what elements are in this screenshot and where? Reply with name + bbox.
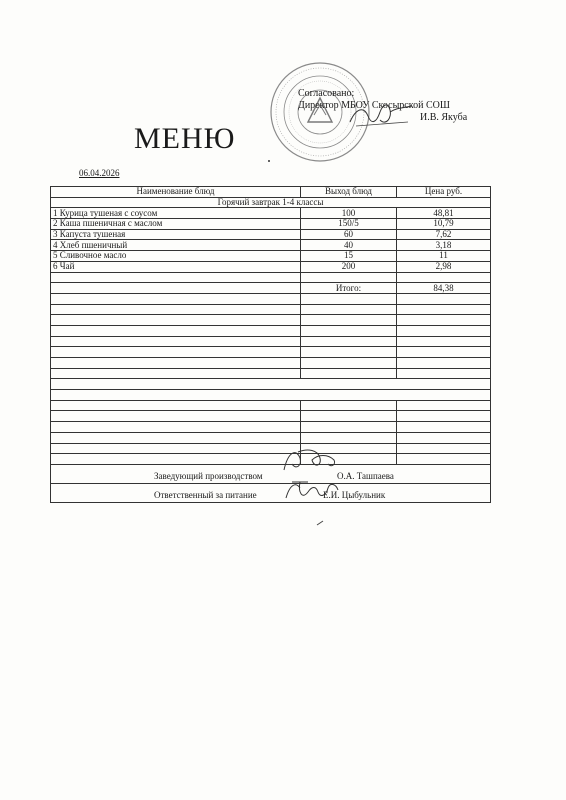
header-output: Выход блюд: [301, 187, 397, 198]
empty-row: [51, 272, 491, 283]
table-header-row: [51, 187, 491, 198]
dish-name: 5 Сливочное масло: [51, 251, 301, 262]
dish-output: 60: [301, 229, 397, 240]
nutrition-signature-row: [51, 483, 491, 502]
empty-row: [51, 443, 491, 454]
empty-row: [51, 358, 491, 369]
table-row: [51, 229, 491, 240]
nutrition-name: Е.И. Цыбульник: [323, 489, 386, 500]
dish-name: 3 Капуста тушеная: [51, 229, 301, 240]
empty-row: [51, 432, 491, 443]
section-title: Горячий завтрак 1-4 классы: [51, 197, 491, 208]
nutrition-signature-icon: [282, 476, 342, 504]
total-row: [51, 283, 491, 294]
menu-table: [50, 186, 491, 503]
dish-name: 1 Курица тушеная с соусом: [51, 208, 301, 219]
empty-row: [51, 422, 491, 433]
dish-name: 4 Хлеб пшеничный: [51, 240, 301, 251]
empty-row: [51, 390, 491, 401]
approval-signer: И.В. Якуба: [420, 112, 468, 123]
approval-label: Согласовано:: [298, 88, 355, 99]
empty-row: [51, 400, 491, 411]
production-name: О.А. Ташпаева: [337, 470, 394, 481]
dish-name: 2 Каша пшеничная с маслом: [51, 219, 301, 230]
dish-price: 10,79: [397, 219, 491, 230]
header-price: Цена руб.: [397, 187, 491, 198]
production-signature-row: [51, 464, 491, 483]
empty-row: [51, 347, 491, 358]
header-dish-name: Наименование блюд: [51, 187, 301, 198]
page-title: МЕНЮ: [134, 122, 236, 155]
menu-date: 06.04.2026: [79, 168, 120, 178]
dish-price: 11: [397, 251, 491, 262]
stray-mark-icon: [316, 520, 324, 526]
empty-row: [51, 315, 491, 326]
empty-row: [51, 325, 491, 336]
nutrition-label: Ответственный за питание: [154, 489, 257, 500]
dish-output: 15: [301, 251, 397, 262]
table-row: [51, 261, 491, 272]
dish-output: 40: [301, 240, 397, 251]
empty-row: [51, 379, 491, 390]
dish-price: 3,18: [397, 240, 491, 251]
empty-row: [51, 336, 491, 347]
table-row: [51, 240, 491, 251]
total-value: 84,38: [397, 283, 491, 294]
dish-output: 200: [301, 261, 397, 272]
table-row: [51, 208, 491, 219]
table-row: [51, 219, 491, 230]
empty-row: [51, 368, 491, 379]
production-label: Заведующий производством: [154, 470, 263, 481]
dish-price: 48,81: [397, 208, 491, 219]
production-signature-icon: [278, 444, 342, 474]
empty-row: [51, 293, 491, 304]
dish-price: 2,98: [397, 261, 491, 272]
section-row: [51, 197, 491, 208]
dish-price: 7,62: [397, 229, 491, 240]
dish-output: 100: [301, 208, 397, 219]
dot-mark: [268, 160, 270, 162]
total-label: Итого:: [301, 283, 397, 294]
empty-row: [51, 454, 491, 465]
approval-director-line: Директор МБОУ Скосырской СОШ: [298, 100, 450, 111]
empty-row: [51, 411, 491, 422]
table-row: [51, 251, 491, 262]
director-signature-icon: [346, 98, 416, 132]
empty-row: [51, 304, 491, 315]
dish-name: 6 Чай: [51, 261, 301, 272]
dish-output: 150/5: [301, 219, 397, 230]
